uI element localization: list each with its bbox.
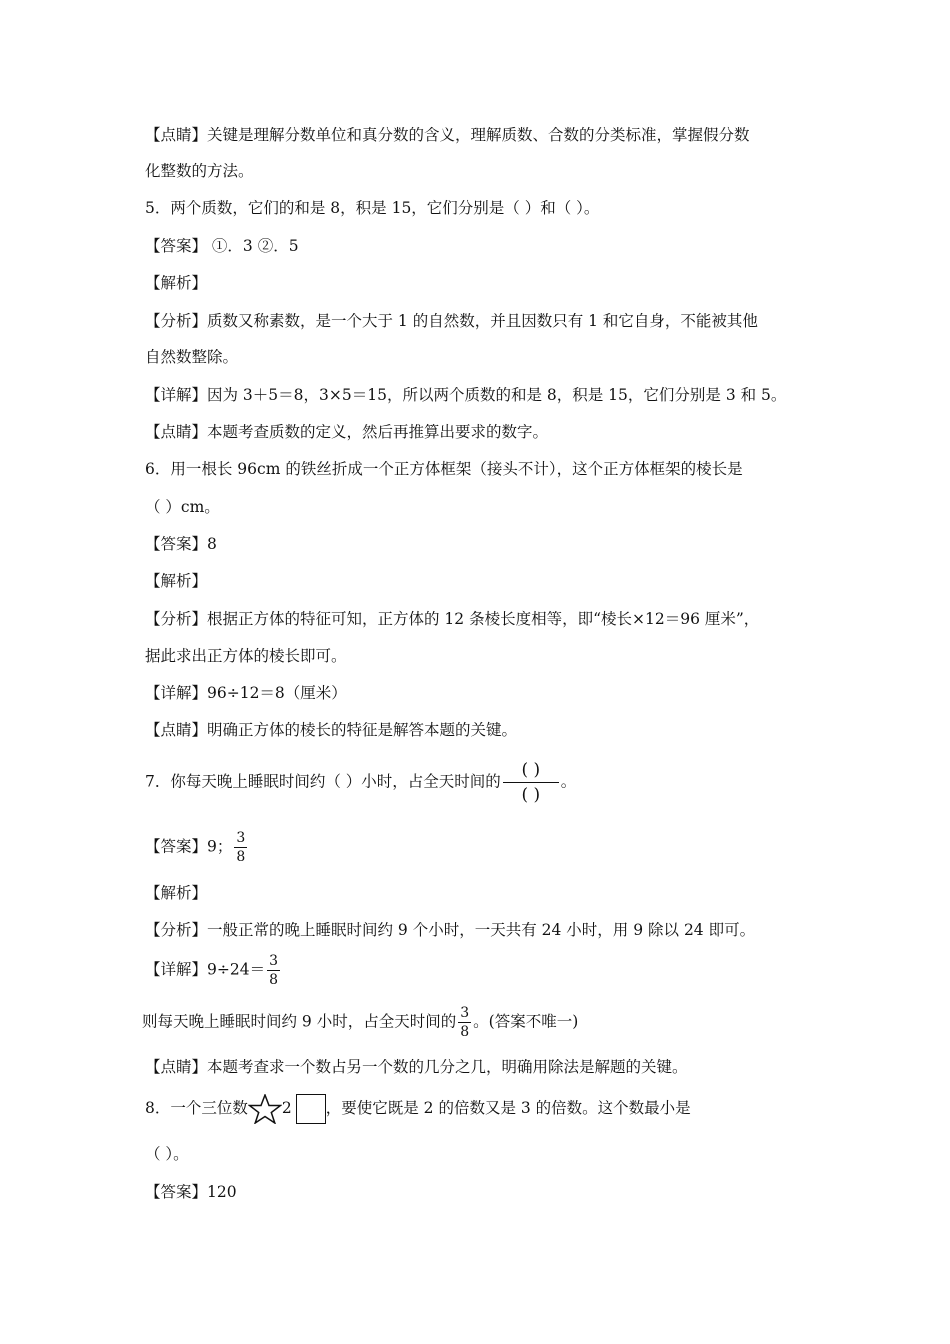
tip-7: 【点睛】本题考查求一个数占另一个数的几分之几，明确用除法是解题的关键。 <box>145 1058 688 1076</box>
fraction-bar <box>267 970 280 971</box>
fraction-bar <box>234 847 247 848</box>
detail-7-fraction <box>267 953 280 988</box>
conclusion-7-suffix: 。(答案不唯一) <box>473 1012 579 1031</box>
question-7 <box>145 760 576 805</box>
fraction-denominator: 8 <box>236 849 246 865</box>
analysis-heading-6: 【解析】 <box>145 572 208 590</box>
answer-7 <box>145 830 249 865</box>
question-8-blank: （ ）。 <box>145 1145 189 1163</box>
star-icon <box>248 1094 282 1124</box>
fraction-numerator: 3 <box>236 830 246 846</box>
fraction-denominator: 8 <box>460 1024 470 1040</box>
question-8-text: 8．一个三位数 <box>145 1099 248 1117</box>
fraction-bar <box>458 1022 471 1023</box>
empty-digit-box <box>296 1094 326 1124</box>
question-5: 5．两个质数，它们的和是 8，积是 15，它们分别是（ ）和（ ）。 <box>145 199 600 217</box>
question-7-text: 7．你每天晚上睡眠时间约（ ）小时，占全天时间的 <box>145 772 501 791</box>
fraction-denominator: 8 <box>269 972 278 988</box>
analysis-heading-5: 【解析】 <box>145 274 208 292</box>
question-8-digit: 2 <box>281 1099 292 1117</box>
fraction-numerator: 3 <box>460 1005 470 1021</box>
blank-denominator: ( ) <box>521 785 541 805</box>
analysis-6-line-2: 据此求出正方体的棱长即可。 <box>145 647 347 665</box>
question-7-end: 。 <box>560 772 577 791</box>
analysis-6-line-1: 【分析】根据正方体的特征可知，正方体的 12 条棱长度相等，即“棱长×12＝96 厘米”， <box>145 610 760 628</box>
answer-5: 【答案】 ①．3 ②．5 <box>145 237 299 255</box>
answer-6: 【答案】8 <box>145 535 217 553</box>
conclusion-7-fraction <box>458 1005 471 1040</box>
detail-7 <box>145 953 282 988</box>
answer-7-fraction <box>234 830 247 865</box>
question-8-text-end: ，要使它既是 2 的倍数又是 3 的倍数。这个数最小是 <box>325 1099 691 1117</box>
question-6: 6．用一根长 96cm 的铁丝折成一个正方体框架（接头不计），这个正方体框架的棱长是 <box>145 460 743 478</box>
blank-fraction <box>503 760 559 805</box>
analysis-7: 【分析】一般正常的晚上睡眠时间约 9 个小时，一天共有 24 小时，用 9 除以 24 即可。 <box>145 921 756 939</box>
blank-numerator: ( ) <box>521 760 541 780</box>
analysis-5-line-1: 【分析】质数又称素数，是一个大于 1 的自然数，并且因数只有 1 和它自身，不能被其他 <box>145 312 758 330</box>
analysis-heading-7: 【解析】 <box>145 884 208 902</box>
conclusion-7-text: 则每天晚上睡眠时间约 9 小时，占全天时间的 <box>142 1012 457 1031</box>
detail-5: 【详解】因为 3＋5＝8，3×5＝15，所以两个质数的和是 8，积是 15，它们分别是 3 和 5。 <box>145 386 787 404</box>
tip-line-1: 【点睛】关键是理解分数单位和真分数的含义，理解质数、合数的分类标准，掌握假分数 <box>145 126 750 144</box>
answer-8: 【答案】120 <box>145 1183 237 1201</box>
answer-7-prefix: 【答案】9； <box>145 837 233 856</box>
fraction-numerator: 3 <box>269 953 278 969</box>
detail-7-prefix: 【详解】9÷24＝ <box>145 960 266 979</box>
analysis-5-line-2: 自然数整除。 <box>145 348 239 366</box>
tip-6: 【点睛】明确正方体的棱长的特征是解答本题的关键。 <box>145 721 518 739</box>
question-8 <box>145 1094 691 1124</box>
detail-6: 【详解】96÷12＝8（厘米） <box>145 684 347 702</box>
tip-line-2: 化整数的方法。 <box>145 162 254 180</box>
fraction-bar <box>503 782 559 783</box>
conclusion-7 <box>142 1005 578 1040</box>
question-6-blank: （ ）cm。 <box>145 498 220 516</box>
tip-5: 【点睛】本题考查质数的定义，然后再推算出要求的数字。 <box>145 423 549 441</box>
